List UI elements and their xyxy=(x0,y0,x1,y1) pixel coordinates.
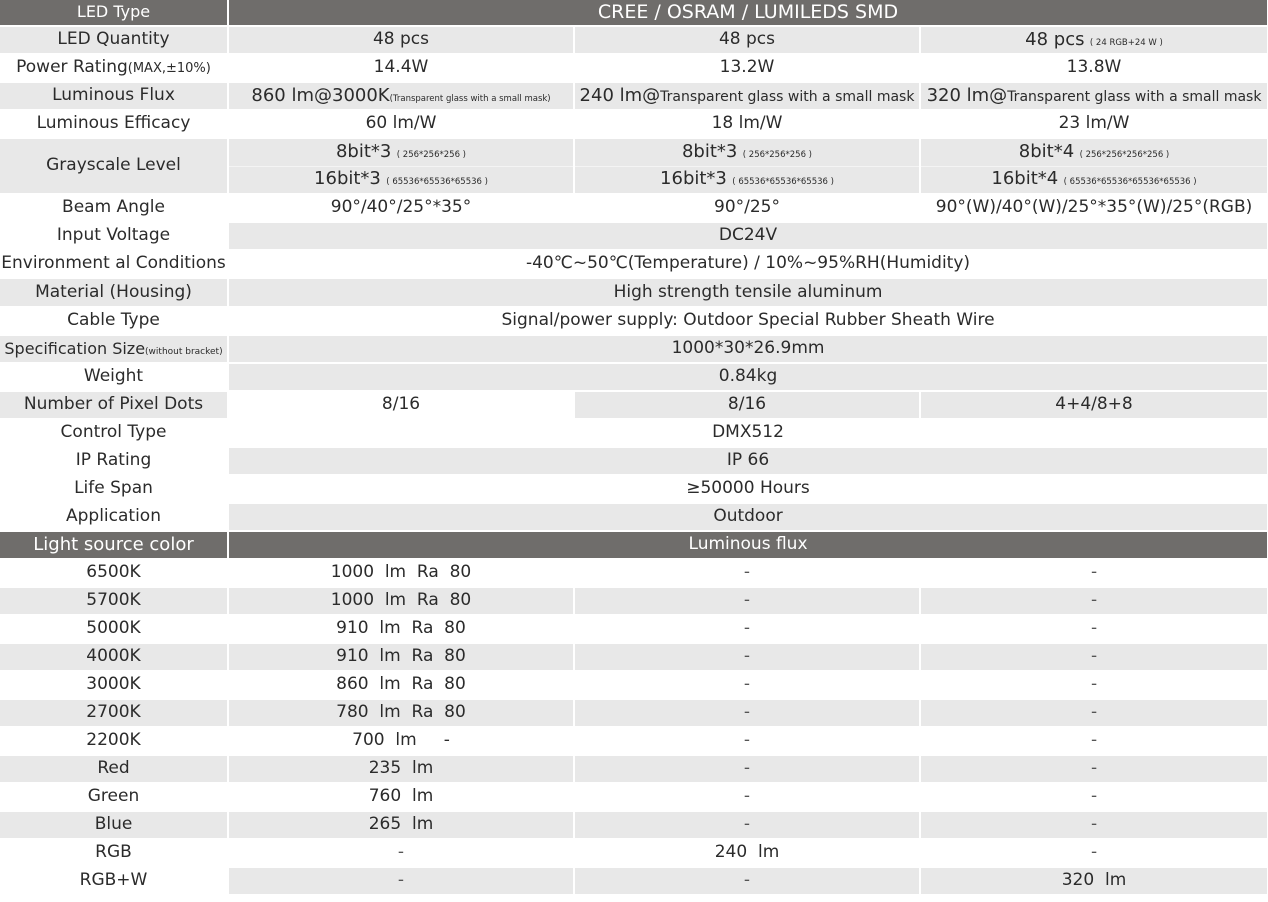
table-row xyxy=(0,82,1268,110)
grayscale-c2b: 16bit*3 ( 65536*65536*65536 ) xyxy=(574,166,920,194)
table-row xyxy=(0,278,1268,307)
row-label: Input Voltage xyxy=(0,222,228,250)
color-label: 5000K xyxy=(0,615,228,643)
flux-c1: 1000 lm Ra 80 xyxy=(228,559,574,587)
row-label: Life Span xyxy=(0,475,228,503)
flux-c2: - xyxy=(574,727,920,755)
flux-c2: - xyxy=(574,671,920,699)
row-label: Number of Pixel Dots xyxy=(0,391,228,419)
efficacy-c1: 60 lm/W xyxy=(228,110,574,138)
color-label: 3000K xyxy=(0,671,228,699)
table-row xyxy=(0,250,1268,278)
flux-c3: - xyxy=(920,587,1268,615)
flux-c2: - xyxy=(574,783,920,811)
flux-c1: 265 lm xyxy=(228,811,574,839)
table-row xyxy=(0,671,1268,699)
color-label: 5700K xyxy=(0,587,228,615)
table-row xyxy=(0,559,1268,587)
flux-c3: 320 lm xyxy=(920,867,1268,895)
grayscale-c1b: 16bit*3 ( 65536*65536*65536 ) xyxy=(228,166,574,194)
row-label: IP Rating xyxy=(0,447,228,475)
table-row xyxy=(0,839,1268,867)
input-voltage-value: DC24V xyxy=(228,222,1268,250)
flux-c3: - xyxy=(920,643,1268,671)
table-row xyxy=(0,419,1268,447)
spec-size-value: 1000*30*26.9mm xyxy=(228,335,1268,363)
flux-c1: 860 lm Ra 80 xyxy=(228,671,574,699)
control-type-value: DMX512 xyxy=(228,419,1268,447)
flux-c3: - xyxy=(920,559,1268,587)
table-row xyxy=(0,0,1268,26)
flux-c2: - xyxy=(574,811,920,839)
color-label: Blue xyxy=(0,811,228,839)
led-quantity-c1: 48 pcs xyxy=(228,26,574,54)
table-row xyxy=(0,867,1268,895)
grayscale-c3a: 8bit*4 ( 256*256*256*256 ) xyxy=(920,138,1268,166)
flux-c1: - xyxy=(228,867,574,895)
pixel-dots-c1: 8/16 xyxy=(228,391,574,419)
material-value: High strength tensile aluminum xyxy=(228,278,1268,307)
table-row xyxy=(0,138,1268,166)
weight-value: 0.84kg xyxy=(228,363,1268,391)
table-row xyxy=(0,54,1268,82)
luminous-flux-c3: 320 lm@Transparent glass with a small mask xyxy=(920,82,1268,110)
table-row xyxy=(0,727,1268,755)
flux-c2: - xyxy=(574,755,920,783)
row-label: Grayscale Level xyxy=(0,138,228,194)
flux-c2: - xyxy=(574,699,920,727)
color-label: Green xyxy=(0,783,228,811)
flux-c2: - xyxy=(574,615,920,643)
table-row xyxy=(0,643,1268,671)
beam-angle-c3: 90°(W)/40°(W)/25°*35°(W)/25°(RGB) xyxy=(920,194,1268,222)
flux-c1: 780 lm Ra 80 xyxy=(228,699,574,727)
flux-c3: - xyxy=(920,755,1268,783)
row-label: Specification Size(without bracket) xyxy=(0,335,228,363)
table-row xyxy=(0,26,1268,54)
flux-c3: - xyxy=(920,671,1268,699)
row-label: Control Type xyxy=(0,419,228,447)
flux-c3: - xyxy=(920,811,1268,839)
color-label: 6500K xyxy=(0,559,228,587)
row-label: Environment al Conditions xyxy=(0,250,228,278)
table-row xyxy=(0,307,1268,335)
cable-type-value: Signal/power supply: Outdoor Special Rubber Sheath Wire xyxy=(228,307,1268,335)
flux-c3: - xyxy=(920,727,1268,755)
flux-c2: - xyxy=(574,867,920,895)
beam-angle-c2: 90°/25° xyxy=(574,194,920,222)
grayscale-c2a: 8bit*3 ( 256*256*256 ) xyxy=(574,138,920,166)
power-rating-c2: 13.2W xyxy=(574,54,920,82)
row-label: Material (Housing) xyxy=(0,278,228,307)
flux-header-value: Luminous flux xyxy=(228,531,1268,559)
power-rating-c1: 14.4W xyxy=(228,54,574,82)
color-label: 2200K xyxy=(0,727,228,755)
led-type-value: CREE / OSRAM / LUMILEDS SMD xyxy=(228,0,1268,26)
efficacy-c2: 18 lm/W xyxy=(574,110,920,138)
table-row xyxy=(0,447,1268,475)
flux-c1: 1000 lm Ra 80 xyxy=(228,587,574,615)
flux-header-label: Light source color xyxy=(0,531,228,559)
row-label: Beam Angle xyxy=(0,194,228,222)
life-span-value: ≥50000 Hours xyxy=(228,475,1268,503)
table-row xyxy=(0,783,1268,811)
flux-c2: - xyxy=(574,559,920,587)
flux-c1: 235 lm xyxy=(228,755,574,783)
table-row xyxy=(0,363,1268,391)
beam-angle-c1: 90°/40°/25°*35° xyxy=(228,194,574,222)
table-row xyxy=(0,503,1268,531)
luminous-flux-c1: 860 lm@3000K(Transparent glass with a small mask) xyxy=(228,82,574,110)
row-label: Application xyxy=(0,503,228,531)
table-row xyxy=(0,222,1268,250)
application-value: Outdoor xyxy=(228,503,1268,531)
flux-c1: 910 lm Ra 80 xyxy=(228,643,574,671)
flux-c1: 910 lm Ra 80 xyxy=(228,615,574,643)
table-row xyxy=(0,531,1268,559)
row-label: Luminous Flux xyxy=(0,82,228,110)
row-label: Luminous Efficacy xyxy=(0,110,228,138)
environment-value: -40℃~50℃(Temperature) / 10%~95%RH(Humidity) xyxy=(228,250,1268,278)
row-label: LED Quantity xyxy=(0,26,228,54)
flux-c2: 240 lm xyxy=(574,839,920,867)
luminous-flux-c2: 240 lm@Transparent glass with a small mask xyxy=(574,82,920,110)
flux-c3: - xyxy=(920,839,1268,867)
flux-c1: - xyxy=(228,839,574,867)
table-row xyxy=(0,194,1268,222)
flux-c3: - xyxy=(920,615,1268,643)
color-label: RGB+W xyxy=(0,867,228,895)
flux-c3: - xyxy=(920,783,1268,811)
row-label: Weight xyxy=(0,363,228,391)
flux-c3: - xyxy=(920,699,1268,727)
row-label: Cable Type xyxy=(0,307,228,335)
table-row xyxy=(0,475,1268,503)
grayscale-c3b: 16bit*4 ( 65536*65536*65536*65536 ) xyxy=(920,166,1268,194)
table-row xyxy=(0,110,1268,138)
grayscale-c1a: 8bit*3 ( 256*256*256 ) xyxy=(228,138,574,166)
color-label: 4000K xyxy=(0,643,228,671)
table-row xyxy=(0,587,1268,615)
table-row xyxy=(0,335,1268,363)
flux-c1: 700 lm - xyxy=(228,727,574,755)
table-row xyxy=(0,699,1268,727)
flux-c2: - xyxy=(574,643,920,671)
flux-c2: - xyxy=(574,587,920,615)
color-label: RGB xyxy=(0,839,228,867)
efficacy-c3: 23 lm/W xyxy=(920,110,1268,138)
ip-rating-value: IP 66 xyxy=(228,447,1268,475)
led-quantity-c2: 48 pcs xyxy=(574,26,920,54)
pixel-dots-c2: 8/16 xyxy=(574,391,920,419)
power-rating-c3: 13.8W xyxy=(920,54,1268,82)
led-quantity-c3: 48 pcs ( 24 RGB+24 W ) xyxy=(920,26,1268,54)
flux-c1: 760 lm xyxy=(228,783,574,811)
table-row xyxy=(0,615,1268,643)
pixel-dots-c3: 4+4/8+8 xyxy=(920,391,1268,419)
row-label: Power Rating(MAX,±10%) xyxy=(0,54,228,82)
table-row xyxy=(0,811,1268,839)
row-label: LED Type xyxy=(0,0,228,26)
table-row xyxy=(0,391,1268,419)
color-label: 2700K xyxy=(0,699,228,727)
table-row xyxy=(0,755,1268,783)
color-label: Red xyxy=(0,755,228,783)
